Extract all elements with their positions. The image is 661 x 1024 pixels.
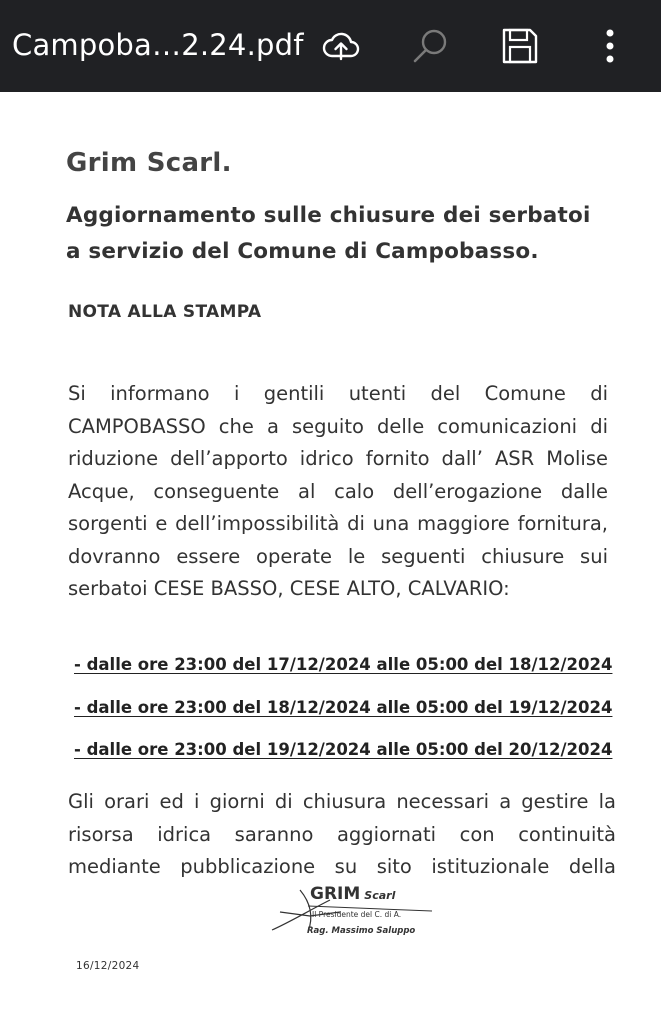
search-button[interactable] (409, 24, 453, 68)
stamp-signatory: Rag. Massimo Saluppo (307, 926, 416, 936)
save-icon (500, 26, 540, 66)
cloud-upload-icon (321, 29, 361, 63)
pdf-viewer-toolbar (0, 0, 661, 92)
schedule-item: - dalle ore 23:00 del 17/12/2024 alle 05:00 del 18/12/2024 (74, 655, 613, 674)
more-options-button[interactable] (588, 24, 632, 68)
pdf-page[interactable] (0, 92, 661, 1024)
save-button[interactable] (498, 24, 542, 68)
body-paragraph-1: Si informano i gentili utenti del Comune di CAMPOBASSO che a seguito delle comunicazioni di riduzione dell’apporto idrico fornito dall’ ASR Molise Acque, conseguente al calo dell’erogazione dalle sorgenti e dell’impossibilità di una maggiore fornitura, dovranno essere operate le seguenti chiusure sui serbatoi CESE BASSO, CESE ALTO, CALVARIO: (68, 382, 608, 600)
more-vertical-icon (604, 28, 616, 64)
company-name: Grim Scarl. (66, 148, 232, 178)
stamp-logo: GRIM Scarl (310, 884, 396, 904)
stamp-role: Il Presidente del C. di A. (312, 910, 402, 919)
body-paragraph-2: Gli orari ed i giorni di chiusura necessari a gestire la risorsa idrica saranno aggiornati con continuità mediante pubblicazione su sito istituzionale della (68, 790, 616, 878)
press-note-heading: NOTA ALLA STAMPA (68, 302, 262, 322)
signature-stamp (270, 882, 440, 942)
schedule-item: - dalle ore 23:00 del 18/12/2024 alle 05:00 del 19/12/2024 (74, 698, 613, 717)
document-title: Campoba…2.24.pdf (12, 28, 304, 62)
document-headline: Aggiornamento sulle chiusure dei serbatoi a servizio del Comune di Campobasso. (66, 203, 591, 264)
search-icon (410, 25, 452, 67)
upload-button[interactable] (319, 24, 363, 68)
document-date: 16/12/2024 (76, 960, 140, 972)
schedule-item: - dalle ore 23:00 del 19/12/2024 alle 05:00 del 20/12/2024 (74, 740, 613, 759)
